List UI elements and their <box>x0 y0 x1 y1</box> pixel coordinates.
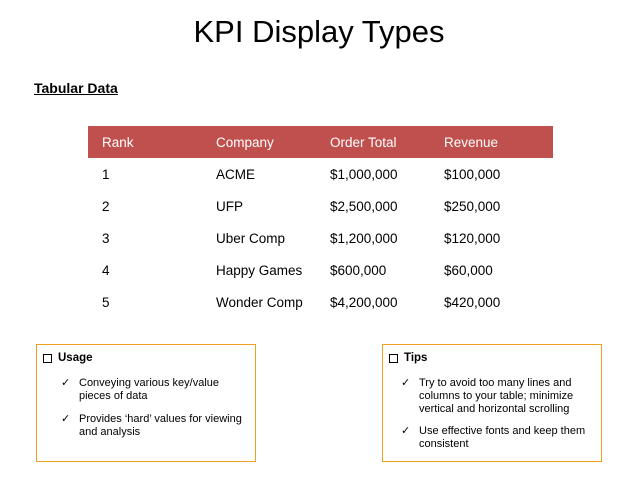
cell-rank: 4 <box>102 262 110 278</box>
tips-heading <box>389 351 427 365</box>
column-header-company: Company <box>202 126 316 158</box>
table-row <box>88 254 553 286</box>
list-item <box>61 413 247 439</box>
table-row <box>88 286 553 318</box>
table-row <box>88 158 553 190</box>
cell-company: Wonder Comp <box>216 294 303 310</box>
cell-company: Happy Games <box>216 262 303 278</box>
checkmark-icon: ✓ <box>61 377 71 389</box>
usage-heading-label: Usage <box>58 352 93 364</box>
tips-heading-label: Tips <box>404 352 428 364</box>
cell-order-total: $2,500,000 <box>330 198 398 214</box>
usage-box <box>36 344 256 462</box>
page-title: KPI Display Types <box>193 14 445 49</box>
table-row <box>88 222 553 254</box>
tips-list <box>401 377 595 460</box>
cell-rank: 3 <box>102 230 110 246</box>
checkmark-icon: ✓ <box>61 413 71 425</box>
list-item-text: Provides ‘hard’ values for viewing and analysis <box>79 413 242 438</box>
column-header-order-total: Order Total <box>316 126 430 158</box>
usage-heading <box>43 351 93 365</box>
cell-revenue: $420,000 <box>444 294 501 310</box>
cell-company: Uber Comp <box>216 230 286 246</box>
cell-rank: 2 <box>102 198 110 214</box>
checkbox-square-icon <box>43 354 52 363</box>
checkmark-icon: ✓ <box>401 377 411 389</box>
tips-box <box>382 344 602 462</box>
kpi-table <box>88 126 553 318</box>
checkmark-icon: ✓ <box>401 425 411 437</box>
cell-company: UFP <box>216 198 243 214</box>
cell-order-total: $4,200,000 <box>330 294 398 310</box>
cell-revenue: $100,000 <box>444 166 501 182</box>
list-item-text: Try to avoid too many lines and columns to your table; minimize vertical and horizontal scrolling <box>419 377 574 415</box>
cell-revenue: $60,000 <box>444 262 493 278</box>
cell-order-total: $1,000,000 <box>330 166 398 182</box>
usage-list <box>61 377 247 449</box>
list-item-text: Use effective fonts and keep them consistent <box>419 425 586 450</box>
cell-order-total: $600,000 <box>330 262 387 278</box>
list-item <box>61 377 247 403</box>
list-item <box>401 377 595 416</box>
column-header-revenue: Revenue <box>430 126 553 158</box>
column-header-rank: Rank <box>88 126 202 158</box>
cell-rank: 5 <box>102 294 110 310</box>
list-item-text: Conveying various key/value pieces of data <box>79 377 220 402</box>
section-heading: Tabular Data <box>34 80 118 96</box>
table-row <box>88 190 553 222</box>
cell-rank: 1 <box>102 166 110 182</box>
table-header-row <box>88 126 553 158</box>
list-item <box>401 425 595 451</box>
cell-company: ACME <box>216 166 256 182</box>
cell-revenue: $250,000 <box>444 198 501 214</box>
checkbox-square-icon <box>389 354 398 363</box>
cell-revenue: $120,000 <box>444 230 501 246</box>
cell-order-total: $1,200,000 <box>330 230 398 246</box>
